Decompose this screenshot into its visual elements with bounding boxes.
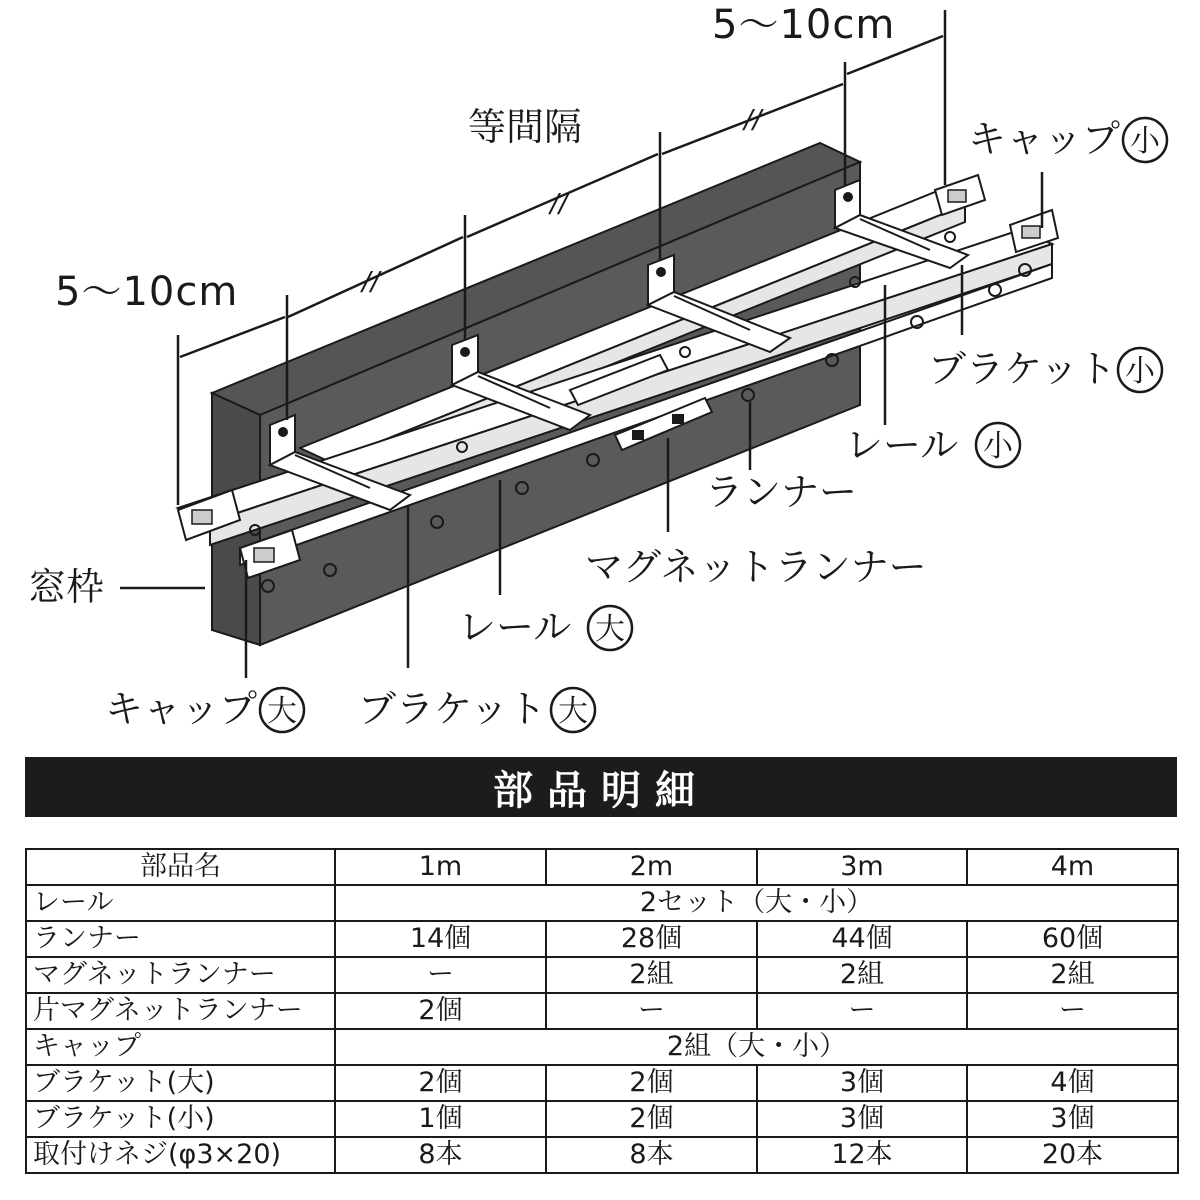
header-2m: 2m xyxy=(546,849,757,885)
cell-1m: 8本 xyxy=(335,1137,546,1173)
cap-small-size: 小 xyxy=(1130,124,1160,159)
row-span-value: 2セット（大・小） xyxy=(335,885,1178,921)
equal-mark-2: // xyxy=(550,189,568,219)
header-3m: 3m xyxy=(757,849,967,885)
parts-table xyxy=(25,848,1179,1174)
cell-3m: 3個 xyxy=(757,1065,967,1101)
cell-2m: 2組 xyxy=(546,957,757,993)
table-row xyxy=(26,885,1178,921)
cell-3m: 3個 xyxy=(757,1101,967,1137)
row-span-value: 2組（大・小） xyxy=(335,1029,1178,1065)
cap-small-label: キャップ xyxy=(968,117,1121,161)
cap-small-shape xyxy=(935,175,985,215)
table-row xyxy=(26,921,1178,957)
cell-3m: 12本 xyxy=(757,1137,967,1173)
cell-3m: 2組 xyxy=(757,957,967,993)
cap-large-label: キャップ xyxy=(105,687,258,731)
cell-1m: 14個 xyxy=(335,921,546,957)
cell-4m: 3個 xyxy=(967,1101,1178,1137)
cell-1m: 1個 xyxy=(335,1101,546,1137)
row-name: ブラケット(大) xyxy=(26,1065,335,1101)
equal-mark-3: // xyxy=(744,105,762,135)
table-row xyxy=(26,993,1178,1029)
header-1m: 1m xyxy=(335,849,546,885)
rail-small-size: 小 xyxy=(983,429,1013,464)
table-row xyxy=(26,1065,1178,1101)
cell-4m: 2組 xyxy=(967,957,1178,993)
cell-2m: ー xyxy=(546,993,757,1029)
cell-4m: 60個 xyxy=(967,921,1178,957)
cell-4m: 20本 xyxy=(967,1137,1178,1173)
row-name: ランナー xyxy=(26,921,335,957)
cell-2m: 2個 xyxy=(546,1101,757,1137)
cell-1m: ー xyxy=(335,957,546,993)
equal-spacing-label: 等間隔 xyxy=(468,105,583,149)
window-frame-label: 窓枠 xyxy=(28,565,105,609)
dim-left-label: 5～10cm xyxy=(55,269,239,315)
row-name: ブラケット(小) xyxy=(26,1101,335,1137)
bracket-small-label: ブラケット xyxy=(928,347,1117,391)
row-name: マグネットランナー xyxy=(26,957,335,993)
row-name: 取付けネジ(φ3×20) xyxy=(26,1137,335,1173)
cell-3m: ー xyxy=(757,993,967,1029)
cell-1m: 2個 xyxy=(335,993,546,1029)
rail-large-size: 大 xyxy=(595,612,625,647)
table-row xyxy=(26,1101,1178,1137)
cell-4m: ー xyxy=(967,993,1178,1029)
header-4m: 4m xyxy=(967,849,1178,885)
table-row xyxy=(26,1137,1178,1173)
rail-small-label: レール xyxy=(845,423,959,467)
cell-4m: 4個 xyxy=(967,1065,1178,1101)
runner-label: ランナー xyxy=(705,470,858,514)
row-name: レール xyxy=(26,885,335,921)
equal-mark-1: // xyxy=(362,267,380,297)
dim-right-label: 5～10cm xyxy=(712,2,896,48)
bracket-large-size: 大 xyxy=(558,694,588,729)
magnet-runner-label: マグネットランナー xyxy=(585,545,927,589)
row-name: キャップ xyxy=(26,1029,335,1065)
cell-2m: 28個 xyxy=(546,921,757,957)
parts-list-title: 部品明細 xyxy=(493,767,709,814)
table-header-row xyxy=(26,849,1178,885)
bracket-small-size: 小 xyxy=(1125,354,1155,389)
cell-1m: 2個 xyxy=(335,1065,546,1101)
row-name: 片マグネットランナー xyxy=(26,993,335,1029)
rail-large-label: レール xyxy=(458,605,572,649)
bracket-large-label: ブラケット xyxy=(358,687,547,731)
cell-3m: 44個 xyxy=(757,921,967,957)
parts-list-title-bar xyxy=(25,757,1177,817)
table-row xyxy=(26,957,1178,993)
cell-2m: 8本 xyxy=(546,1137,757,1173)
cap-large-size: 大 xyxy=(267,694,297,729)
table-row xyxy=(26,1029,1178,1065)
header-part-name: 部品名 xyxy=(26,849,335,885)
cell-2m: 2個 xyxy=(546,1065,757,1101)
